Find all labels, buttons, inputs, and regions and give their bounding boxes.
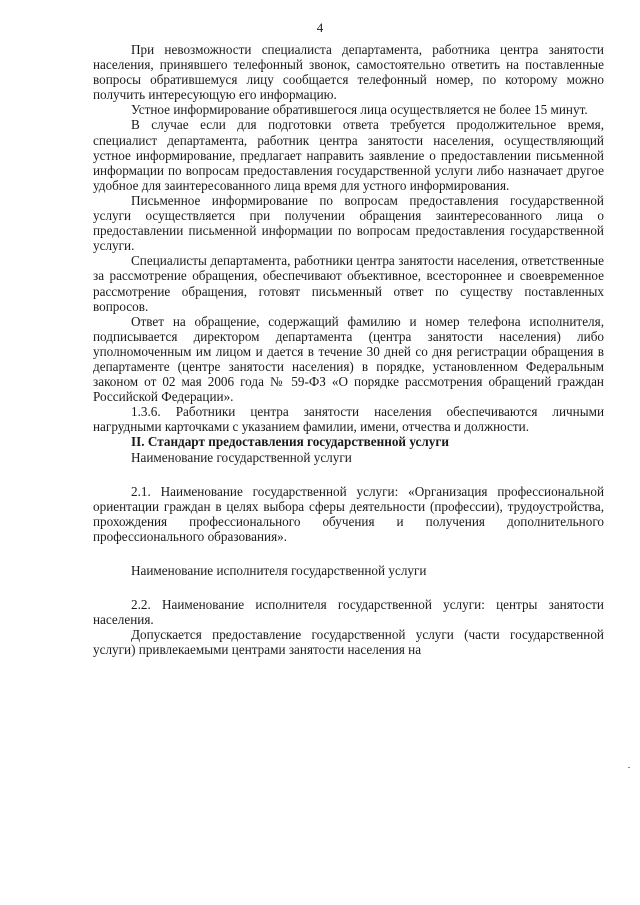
subsection-title-executor: Наименование исполнителя государственной услуги: [131, 563, 427, 578]
scan-artifact: [628, 767, 630, 768]
paragraph-response-signature: Ответ на обращение, содержащий фамилию и номер телефона исполнителя, подписывается директором департамента (центра занятости населения) либо уполномоченным им лицом и дается в течение 30 дней со дня регистрации обращения в департаменте (центре занятости населения) в порядке, установленном Федеральным законом от 02 мая 2006 года № 59-ФЗ «О порядке рассмотрения обращений граждан Российской Федерации».: [93, 313, 604, 405]
page-number: 4: [316, 20, 324, 35]
paragraph-long-preparation: В случае если для подготовки ответа требуется продолжительное время, специалист департамента, работник центра занятости населения, осуществляющий устное информирование, предлагает направить заявление о предоставлении письменной информации по вопросам предоставления государственной услуги либо назначает другое удобное для заинтересованного лица время для устного информирования.: [93, 117, 604, 193]
section-title: II. Стандарт предоставления государственной услуги: [131, 434, 449, 450]
subsection-title-service-name: Наименование государственной услуги: [131, 449, 352, 465]
paragraph-phone-referral: При невозможности специалиста департамента, работника центра занятости населения, принявшего телефонный звонок, самостоятельно ответить на поставленные вопросы обратившемуся лицу сообщается телефонный номер, по которому можно получить интересующую его информацию.: [93, 42, 604, 103]
document-body: [93, 42, 604, 657]
paragraph-specialists-review: Специалисты департамента, работники центра занятости населения, ответственные за рассмотрение обращения, обеспечивают объективное, всестороннее и своевременное рассмотрение обращения, готовят письменный ответ по существу поставленных вопросов.: [93, 253, 604, 314]
paragraph-partial-provision: Допускается предоставление государственной услуги (части государственной услуги) привлекаемыми центрами занятости населения на: [93, 627, 604, 658]
paragraph-oral-duration: Устное информирование обратившегося лица осуществляется не более 15 минут.: [131, 102, 588, 118]
paragraph-service-name: 2.1. Наименование государственной услуги: «Организация профессиональной ориентации граждан в целях выбора сферы деятельности (профессии), трудоустройства, прохождения профессионального обучения и получения дополнительного профессионального образования».: [93, 483, 604, 544]
paragraph-executor-name: 2.2. Наименование исполнителя государственной услуги: центры занятости населения.: [93, 597, 604, 628]
paragraph-badges: 1.3.6. Работники центра занятости населения обеспечиваются личными нагрудными карточками с указанием фамилии, имени, отчества и должности.: [93, 404, 604, 435]
paragraph-written-info: Письменное информирование по вопросам предоставления государственной услуги осуществляется при получении обращения заинтересованного лица о предоставлении письменной информации по вопросам предоставления государственной услуги.: [93, 192, 604, 254]
